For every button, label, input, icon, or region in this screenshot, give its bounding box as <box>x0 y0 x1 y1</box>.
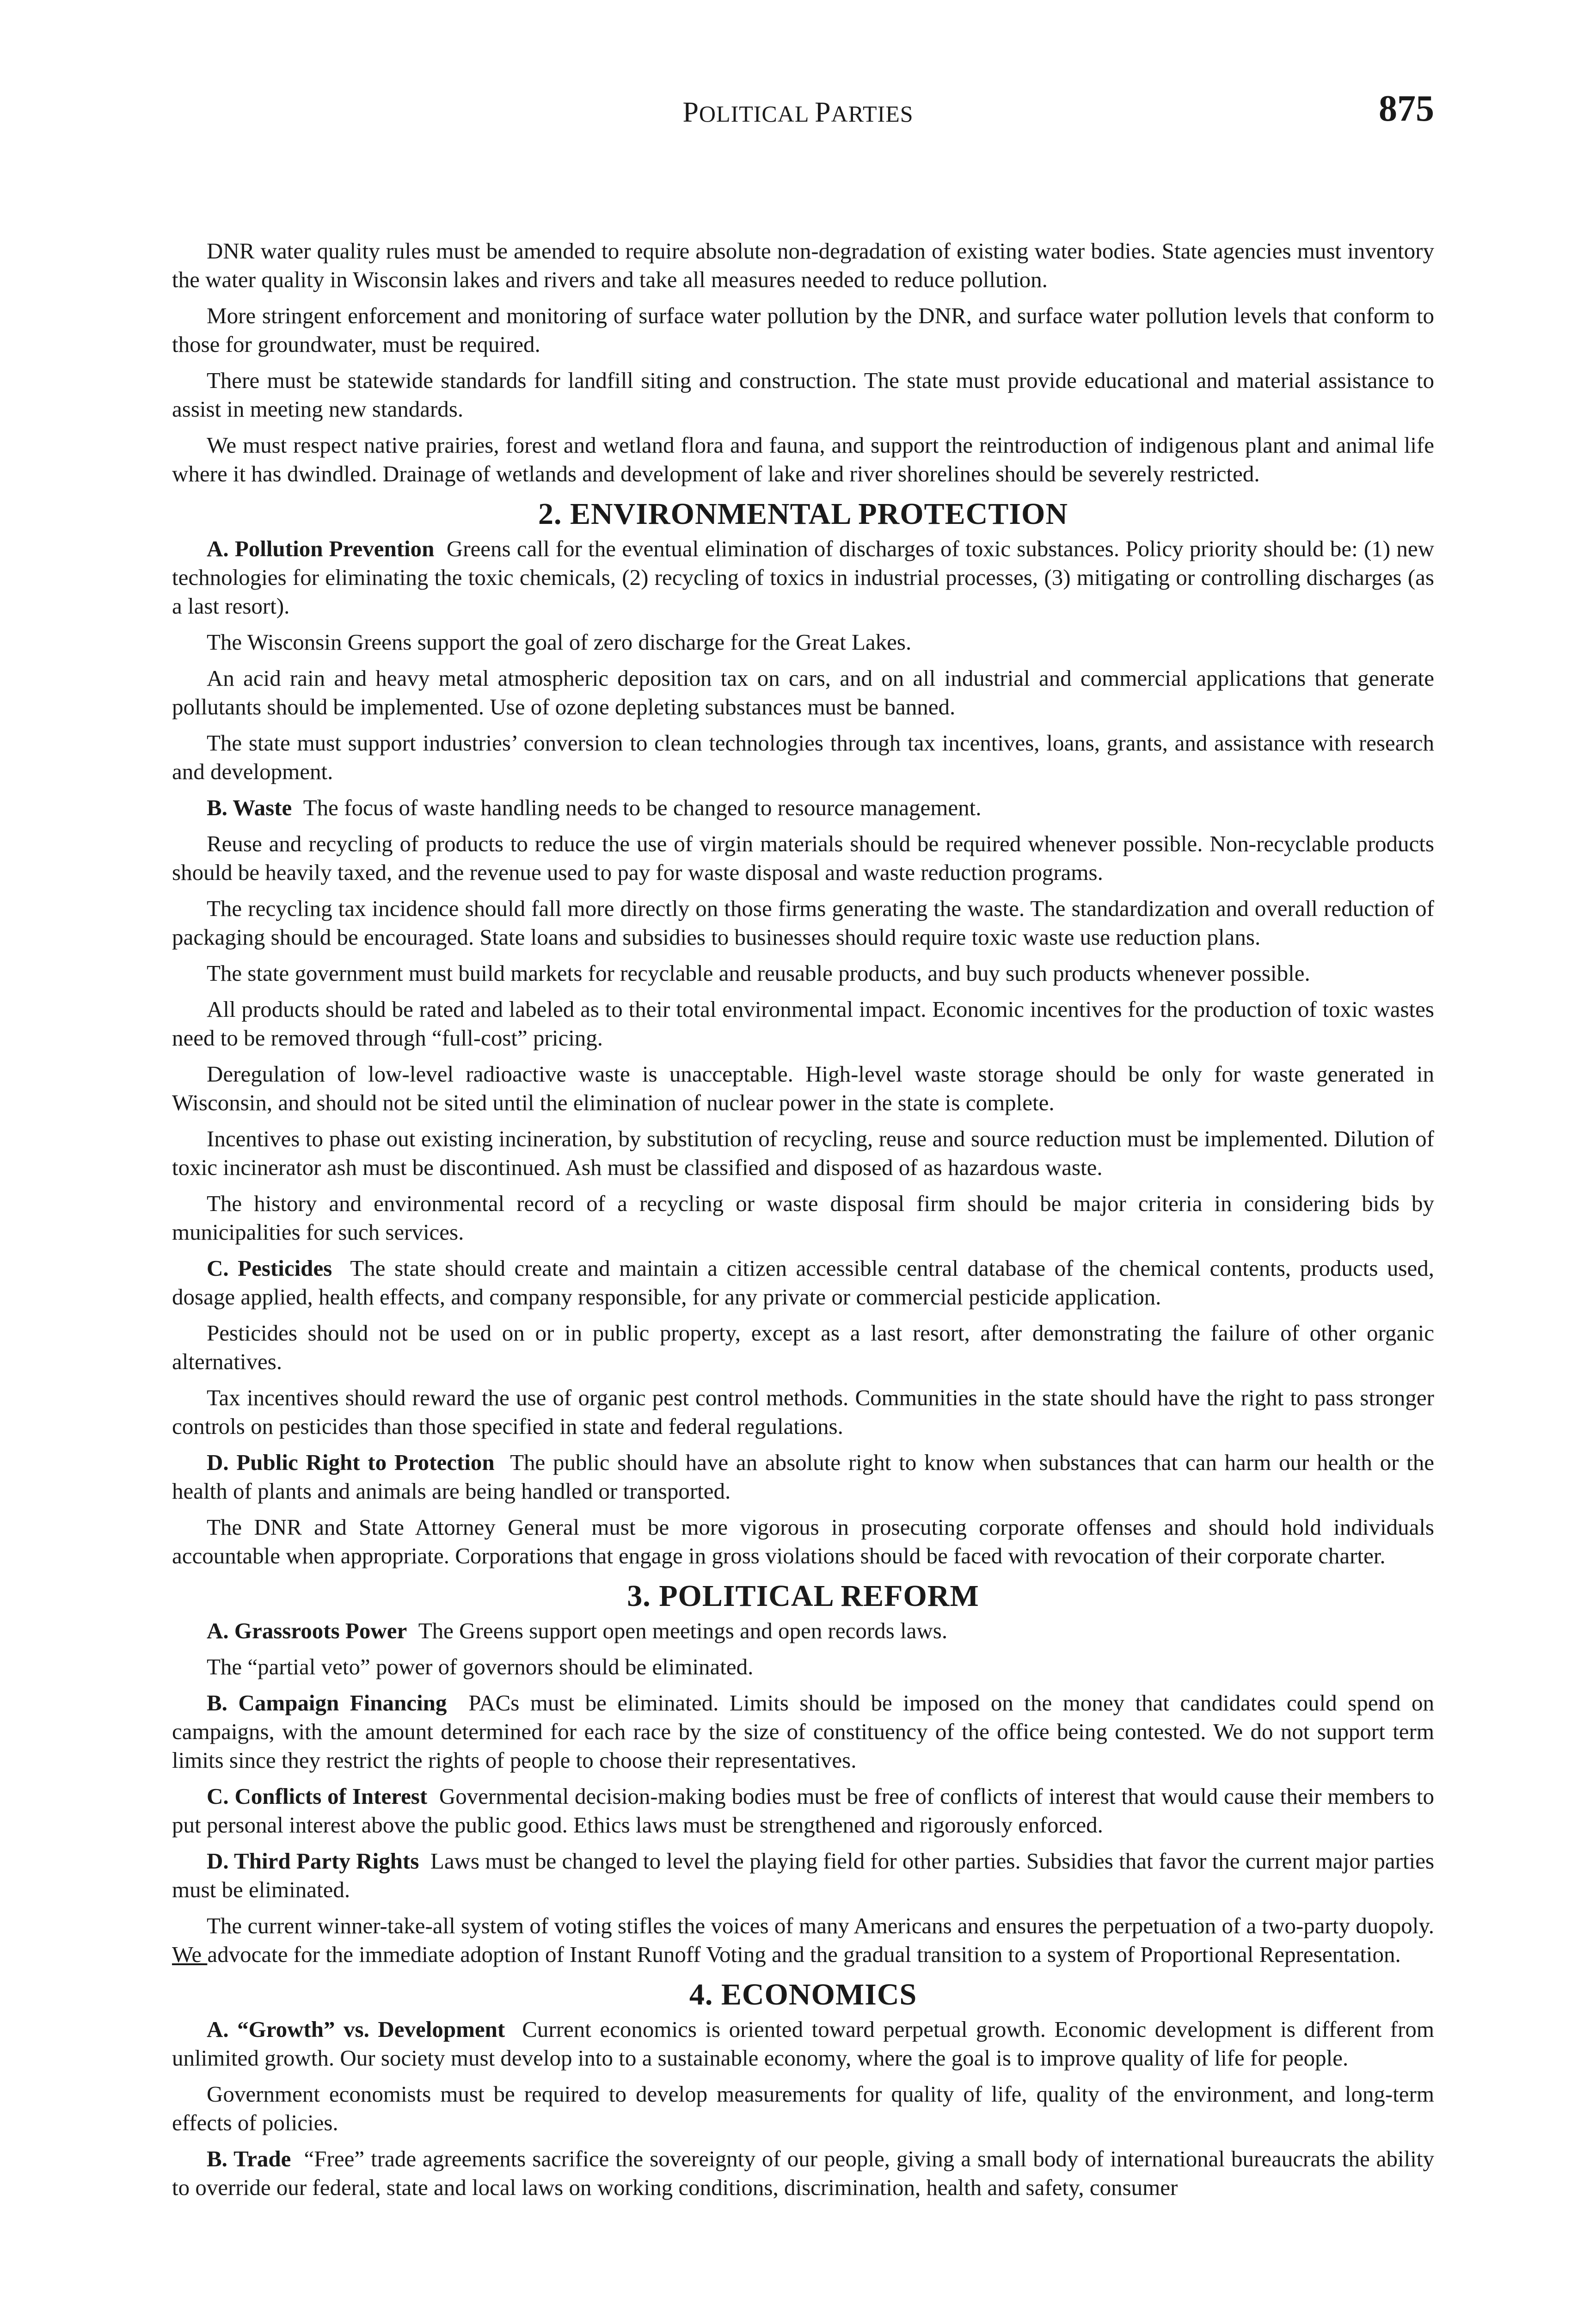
running-head: POLITICAL PARTIES <box>682 97 914 128</box>
paragraph: More stringent enforcement and monitoring of surface water pollution by the DNR, and surface water pollution levels that conform to those for groundwater, must be required. <box>172 303 1434 357</box>
paragraph: C. Conflicts of Interest Governmental decision-making bodies must be free of conflicts of interest that would cause their members to put personal interest above the public good. Ethics laws must be strengthened and rigorously enforced. <box>172 1783 1434 1838</box>
paragraph: The state government must build markets for recyclable and reusable products, and buy such products whenever possible. <box>207 960 1310 986</box>
subsection-lead: B. Trade <box>207 2146 291 2171</box>
paragraph: Government economists must be required to develop measurements for quality of life, quality of the environment, and long-term effects of policies. <box>172 2081 1434 2135</box>
paragraph: D. Public Right to Protection The public should have an absolute right to know when substances that can harm our health or the health of plants and animals are being handled or transported. <box>172 1450 1434 1504</box>
underlined-word: We <box>172 1942 208 1967</box>
paragraph: B. Waste The focus of waste handling needs to be changed to resource management. <box>207 795 982 820</box>
paragraph: D. Third Party Rights Laws must be changed to level the playing field for other parties. Subsidies that favor the current major parties must be eliminated. <box>172 1848 1435 1902</box>
section-heading-political-reform: 3. POLITICAL REFORM <box>627 1579 979 1613</box>
paragraph: A. Pollution Prevention Greens call for the eventual elimination of discharges of toxic substances. Policy priority should be: (1) new technologies for eliminating the toxic chemicals, (2) recycling of toxics in industrial processes, (3) mitigating or controlling discharges (as a last resort). <box>172 536 1434 619</box>
page-number: 875 <box>1379 88 1434 129</box>
paragraph: An acid rain and heavy metal atmospheric deposition tax on cars, and on all industrial and commercial applications that generate pollutants should be implemented. Use of ozone depleting substances must be banned. <box>172 665 1434 719</box>
section-heading-environmental-protection: 2. ENVIRONMENTAL PROTECTION <box>538 497 1068 531</box>
paragraph: The current winner-take-all system of voting stifles the voices of many Americans and ensures the perpetuation of a two-party duopoly. We advocate for the immediate adoption of Instant Runoff Voting and the gradual transition to a system of Proportional Representation. <box>172 1913 1434 1967</box>
paragraph: Deregulation of low-level radioactive waste is unacceptable. High-level waste storage should be only for waste generated in Wisconsin, and should not be sited until the elimination of nuclear power in the state is complete. <box>172 1061 1434 1115</box>
section-heading-economics: 4. ECONOMICS <box>689 1978 917 2011</box>
paragraph: We must respect native prairies, forest and wetland flora and fauna, and support the reintroduction of indigenous plant and animal life where it has dwindled. Drainage of wetlands and development of lake and river shorelines should be severely restricted. <box>172 432 1434 486</box>
subsection-lead: A. “Growth” vs. Development <box>207 2017 505 2042</box>
subsection-lead: B. Campaign Financing <box>207 1690 447 1716</box>
paragraph: The recycling tax incidence should fall more directly on those firms generating the waste. The standardization and overall reduction of packaging should be encouraged. State loans and subsidies to businesses should require toxic waste use reduction plans. <box>172 896 1434 950</box>
subsection-lead: B. Waste <box>207 795 292 820</box>
subsection-lead: C. Conflicts of Interest <box>207 1783 428 1809</box>
paragraph: A. “Growth” vs. Development Current economics is oriented toward perpetual growth. Economic development is different from unlimited growth. Our society must develop into to a sustainable economy, where the goal is to improve quality of life for people. <box>172 2017 1434 2071</box>
paragraph: C. Pesticides The state should create and maintain a citizen accessible central database of the chemical contents, products used, dosage applied, health effects, and company responsible, for any private or commercial pesticide application. <box>172 1255 1435 1310</box>
paragraph: DNR water quality rules must be amended to require absolute non-degradation of existing water bodies. State agencies must inventory the water quality in Wisconsin lakes and rivers and take all measures needed to reduce pollution. <box>172 238 1434 292</box>
subsection-lead: D. Third Party Rights <box>207 1848 419 1874</box>
paragraph: B. Trade “Free” trade agreements sacrifice the sovereignty of our people, giving a small body of international bureaucrats the ability to override our federal, state and local laws on working conditions, discrimination, health and safety, consumer <box>172 2146 1434 2200</box>
paragraph: All products should be rated and labeled as to their total environmental impact. Economic incentives for the production of toxic wastes need to be removed through “full-cost” pricing. <box>172 996 1434 1051</box>
paragraph: The history and environmental record of a recycling or waste disposal firm should be major criteria in considering bids by municipalities for such services. <box>172 1191 1434 1245</box>
page-body <box>172 237 1434 2209</box>
subsection-lead: D. Public Right to Protection <box>207 1450 495 1475</box>
paragraph: Reuse and recycling of products to reduce the use of virgin materials should be required whenever possible. Non-recyclable products should be heavily taxed, and the revenue used to pay for waste disposal and waste reduction programs. <box>172 831 1434 885</box>
subsection-lead: A. Pollution Prevention <box>207 536 435 561</box>
page-header <box>0 88 1596 139</box>
subsection-lead: A. Grassroots Power <box>207 1618 407 1643</box>
paragraph: Pesticides should not be used on or in public property, except as a last resort, after demonstrating the failure of other organic alternatives. <box>172 1320 1434 1374</box>
paragraph: The DNR and State Attorney General must be more vigorous in prosecuting corporate offenses and should hold individuals accountable when appropriate. Corporations that engage in gross violations should be faced with revocation of their corporate charter. <box>172 1514 1434 1568</box>
subsection-lead: C. Pesticides <box>207 1255 332 1281</box>
paragraph: The state must support industries’ conversion to clean technologies through tax incentives, loans, grants, and assistance with research and development. <box>172 730 1434 784</box>
paragraph: Incentives to phase out existing incineration, by substitution of recycling, reuse and source reduction must be implemented. Dilution of toxic incinerator ash must be discontinued. Ash must be classified and disposed of as hazardous waste. <box>172 1126 1434 1180</box>
paragraph: Tax incentives should reward the use of organic pest control methods. Communities in the state should have the right to pass stronger controls on pesticides than those specified in state and federal regulations. <box>172 1385 1434 1439</box>
paragraph: B. Campaign Financing PACs must be eliminated. Limits should be imposed on the money that candidates could spend on campaigns, with the amount determined for each race by the size of constituency of the office being contested. We do not support term limits since they restrict the rights of people to choose their representatives. <box>172 1690 1434 1773</box>
paragraph: A. Grassroots Power The Greens support open meetings and open records laws. <box>207 1618 948 1643</box>
paragraph: The Wisconsin Greens support the goal of zero discharge for the Great Lakes. <box>207 629 912 655</box>
paragraph: The “partial veto” power of governors should be eliminated. <box>207 1654 754 1679</box>
paragraph: There must be statewide standards for landfill siting and construction. The state must provide educational and material assistance to assist in meeting new standards. <box>172 368 1434 422</box>
